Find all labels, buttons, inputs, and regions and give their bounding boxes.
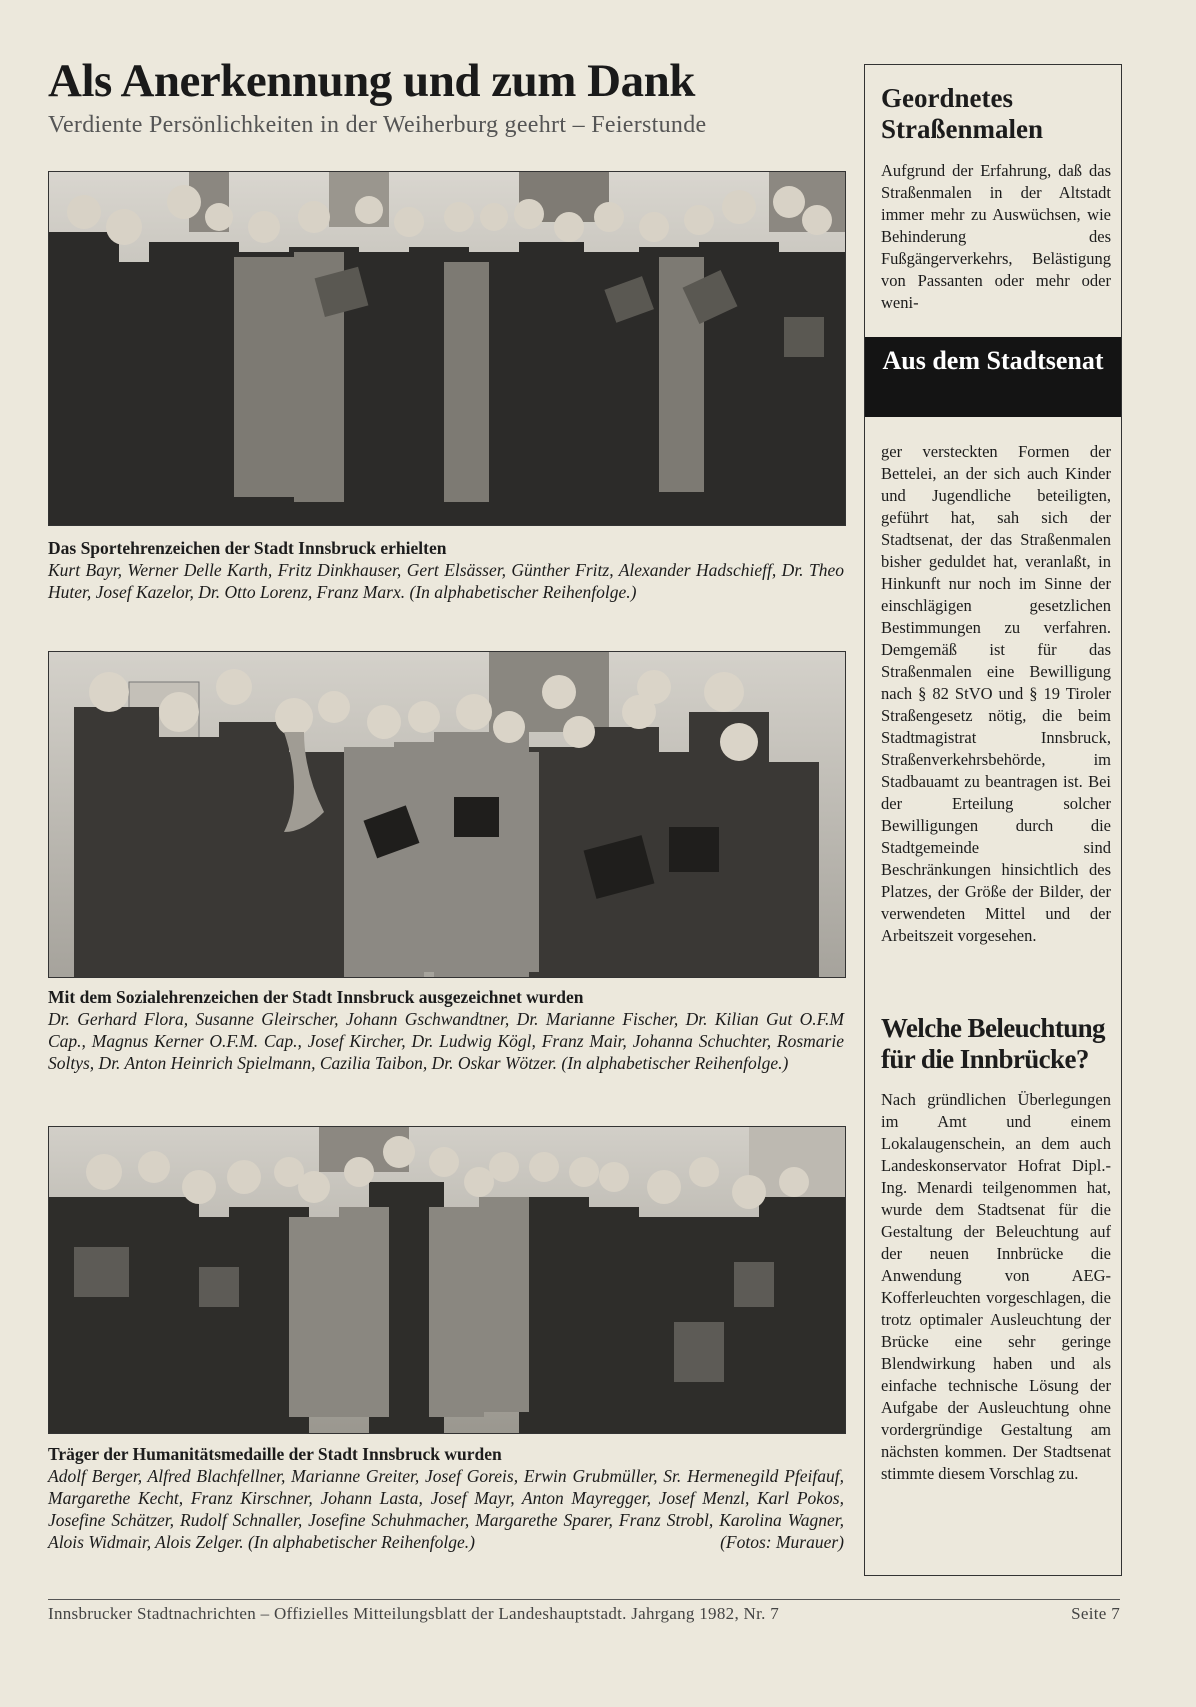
- article-headline: Als Anerkennung und zum Dank: [48, 55, 695, 107]
- photo-credit: (Fotos: Murauer): [720, 1532, 844, 1552]
- sidebar-heading-bridge-lighting: Welche Beleuchtung für die Innbrücke?: [881, 1013, 1105, 1074]
- sidebar-text-bridge-lighting: Nach gründlichen Überlegungen im Amt und einem Lokalaugenschein, an dem auch Landeskonservator Hofrat Dipl.-Ing. Menardi teilgenommen hat, wurde dem Stadtsenat für die Gestaltung der Beleuchtung auf der neuen Innbrücke die Anwendung von AEG-Kofferleuchten vorgeschlagen, die trotz optimaler Ausleuchtung der Brücke eine sehr geringe Blendwirkung haben und als einfache technische Lösung der Aufgabe der Ausleuchtung ohne vordergründige Gestaltung am nächsten kommen. Der Stadtsenat stimmte diesem Vorschlag zu.: [881, 1090, 1111, 1483]
- photo-caption-humanity: [48, 1443, 844, 1553]
- sidebar-text-street-painting-1: Aufgrund der Erfahrung, daß das Straßenmalen in der Altstadt immer mehr zu Auswüchsen, wie Behinderung des Fußgängerverkehrs, Belästigung von Passanten oder mehr oder weni-: [881, 161, 1111, 312]
- caption-names: Dr. Gerhard Flora, Susanne Gleirscher, Johann Gschwandtner, Dr. Marianne Fischer, Dr. Kilian Gut O.F.M Cap., Magnus Kerner O.F.M. Cap., Josef Kircher, Dr. Ludwig Kögl, Franz Mair, Johanna Schuchter, Rosmarie Soltys, Dr. Anton Heinrich Spielmann, Cazilia Taibon, Dr. Oskar Wötzer. (In alphabetischer Reihenfolge.): [48, 1009, 844, 1073]
- caption-title: Träger der Humanitätsmedaille der Stadt Innsbruck wurden: [48, 1444, 502, 1464]
- footer-publication: Innsbrucker Stadtnachrichten – Offizielles Mitteilungsblatt der Landeshauptstadt. Jahrgang 1982, Nr. 7: [48, 1604, 780, 1623]
- city-senate-banner-title: Aus dem Stadtsenat: [882, 346, 1104, 375]
- photo-sport-honorees: [48, 171, 846, 526]
- caption-title: Das Sportehrenzeichen der Stadt Innsbruck erhielten: [48, 538, 447, 558]
- article-subheadline: Verdiente Persönlichkeiten in der Weiherburg geehrt – Feierstunde: [48, 112, 707, 138]
- group-photo-image: [49, 172, 845, 525]
- caption-names-text: Adolf Berger, Alfred Blachfellner, Marianne Greiter, Josef Goreis, Erwin Grubmüller, Sr. Hermenegild Pfeifauf, Margarethe Kecht, Franz Kirschner, Johann Lasta, Josef Mayr, Anton Mayregger, Josef Menzl, Karl Pokos, Josefine Schätzer, Rudolf Schnaller, Josefine Schuhmacher, Margarethe Sparer, Franz Strobl, Karolina Wagner, Alois Widmair, Alois Zelger. (In alphabetischer Reihenfolge.): [48, 1466, 844, 1552]
- photo-social-honorees: [48, 651, 846, 978]
- photo-humanity-honorees: [48, 1126, 846, 1434]
- photo-caption-social: [48, 986, 844, 1074]
- group-photo-image: [49, 652, 845, 977]
- sidebar-heading-street-painting: Geordnetes Straßenmalen: [881, 83, 1043, 144]
- group-photo-image: [49, 1127, 845, 1433]
- city-senate-banner: [865, 337, 1121, 417]
- caption-title: Mit dem Sozialehrenzeichen der Stadt Innsbruck ausgezeichnet wurden: [48, 987, 584, 1007]
- page-footer: [48, 1604, 1120, 1624]
- page-number: Seite 7: [1071, 1604, 1120, 1623]
- caption-names: Kurt Bayr, Werner Delle Karth, Fritz Dinkhauser, Gert Elsässer, Günther Fritz, Alexander Hadschieff, Dr. Theo Huter, Josef Kazelor, Dr. Otto Lorenz, Franz Marx. (In alphabetischer Reihenfolge.): [48, 560, 844, 602]
- photo-caption-sport: [48, 537, 844, 603]
- sidebar-column: [864, 64, 1122, 1576]
- footer-divider: [48, 1599, 1120, 1600]
- caption-names: [48, 1465, 844, 1553]
- sidebar-text-street-painting-2: ger versteckten Formen der Bettelei, an der sich auch Kinder und Jugendliche beteiligten, geführt hat, sah sich der Stadtsenat, der das Straßenmalen bisher geduldet hat, veranlaßt, in Hinkunft nur noch im Sinne der einschlägigen gesetzlichen Bestimmungen zu verfahren. Demgemäß ist für das Straßenmalen eine Bewilligung nach § 82 StVO und § 19 Tiroler Straßengesetz nötig, die beim Stadtmagistrat Innsbruck, Straßenverkehrsbehörde, im Stadbauamt zu beantragen ist. Bei der Erteilung solcher Bewilligungen durch die Stadtgemeinde sind Beschränkungen hinsichtlich des Platzes, der Größe der Bilder, der verwendeten Mittel und der Arbeitszeit vorgesehen.: [881, 442, 1111, 945]
